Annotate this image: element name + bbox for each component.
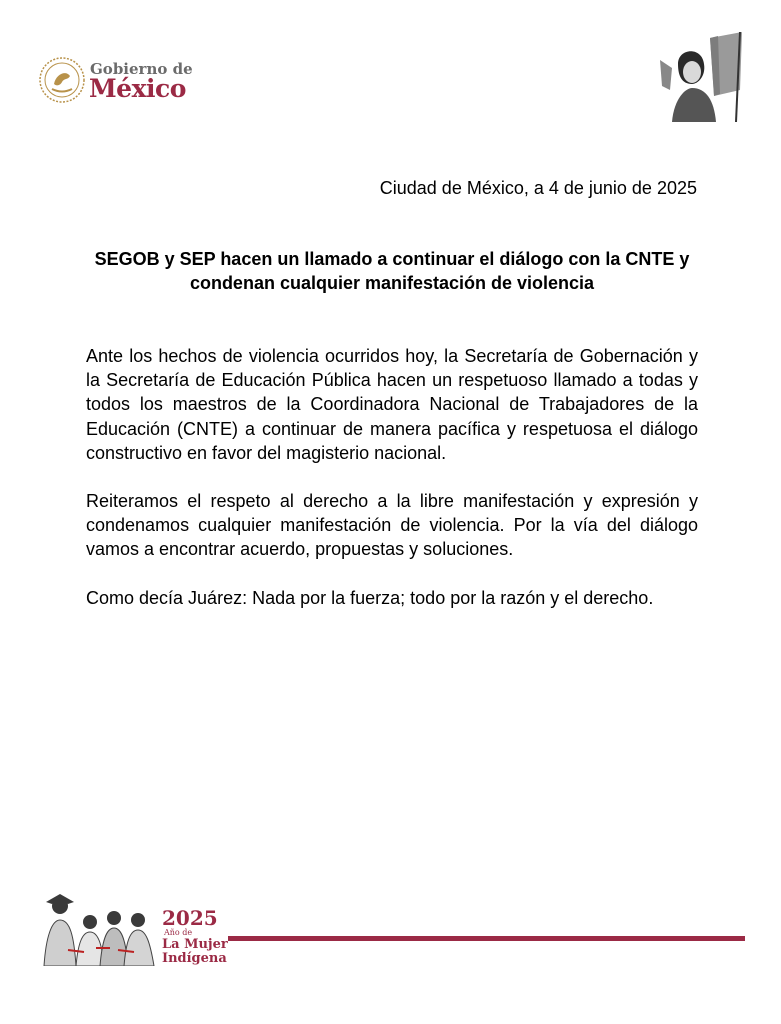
logo-text-gobierno: Gobierno de	[90, 60, 193, 78]
body-paragraph-1: Ante los hechos de violencia ocurridos hoy, la Secretaría de Gobernación y la Secretaría de Educación Pública hacen un respetuoso llamado a todas y todos los maestros de la Coordinadora Nacional de Trabajadores de la Educación (CNTE) a continuar de manera pacífica y respetuosa el diálogo constructivo en favor del magisterio nacional.	[86, 346, 698, 463]
footer-la-mujer: La Mujer	[162, 937, 228, 952]
body-text	[86, 344, 698, 634]
national-seal-icon	[38, 56, 86, 104]
footer-year-of: Año de	[164, 928, 193, 937]
footer-year: 2025	[162, 906, 218, 930]
flag-heroine-illustration	[652, 30, 746, 126]
body-paragraph-3: Como decía Juárez: Nada por la fuerza; todo por la razón y el derecho.	[86, 587, 654, 608]
footer-indigena: Indígena	[162, 951, 227, 966]
indigenous-women-illustration	[38, 892, 158, 966]
date-line: Ciudad de México, a 4 de junio de 2025	[379, 178, 697, 198]
footer-divider	[228, 936, 745, 941]
body-paragraph-2: Reiteramos el respeto al derecho a la libre manifestación y expresión y condenamos cualquier manifestación de violencia. Por la vía del diálogo vamos a encontrar acuerdo, propuestas y soluciones.	[86, 491, 698, 560]
gobierno-de-mexico-logo	[38, 56, 208, 112]
logo-text-mexico: México	[89, 74, 186, 103]
headline: SEGOB y SEP hacen un llamado a continuar el diálogo con la CNTE y condenan cualquier manifestación de violencia	[94, 249, 690, 293]
